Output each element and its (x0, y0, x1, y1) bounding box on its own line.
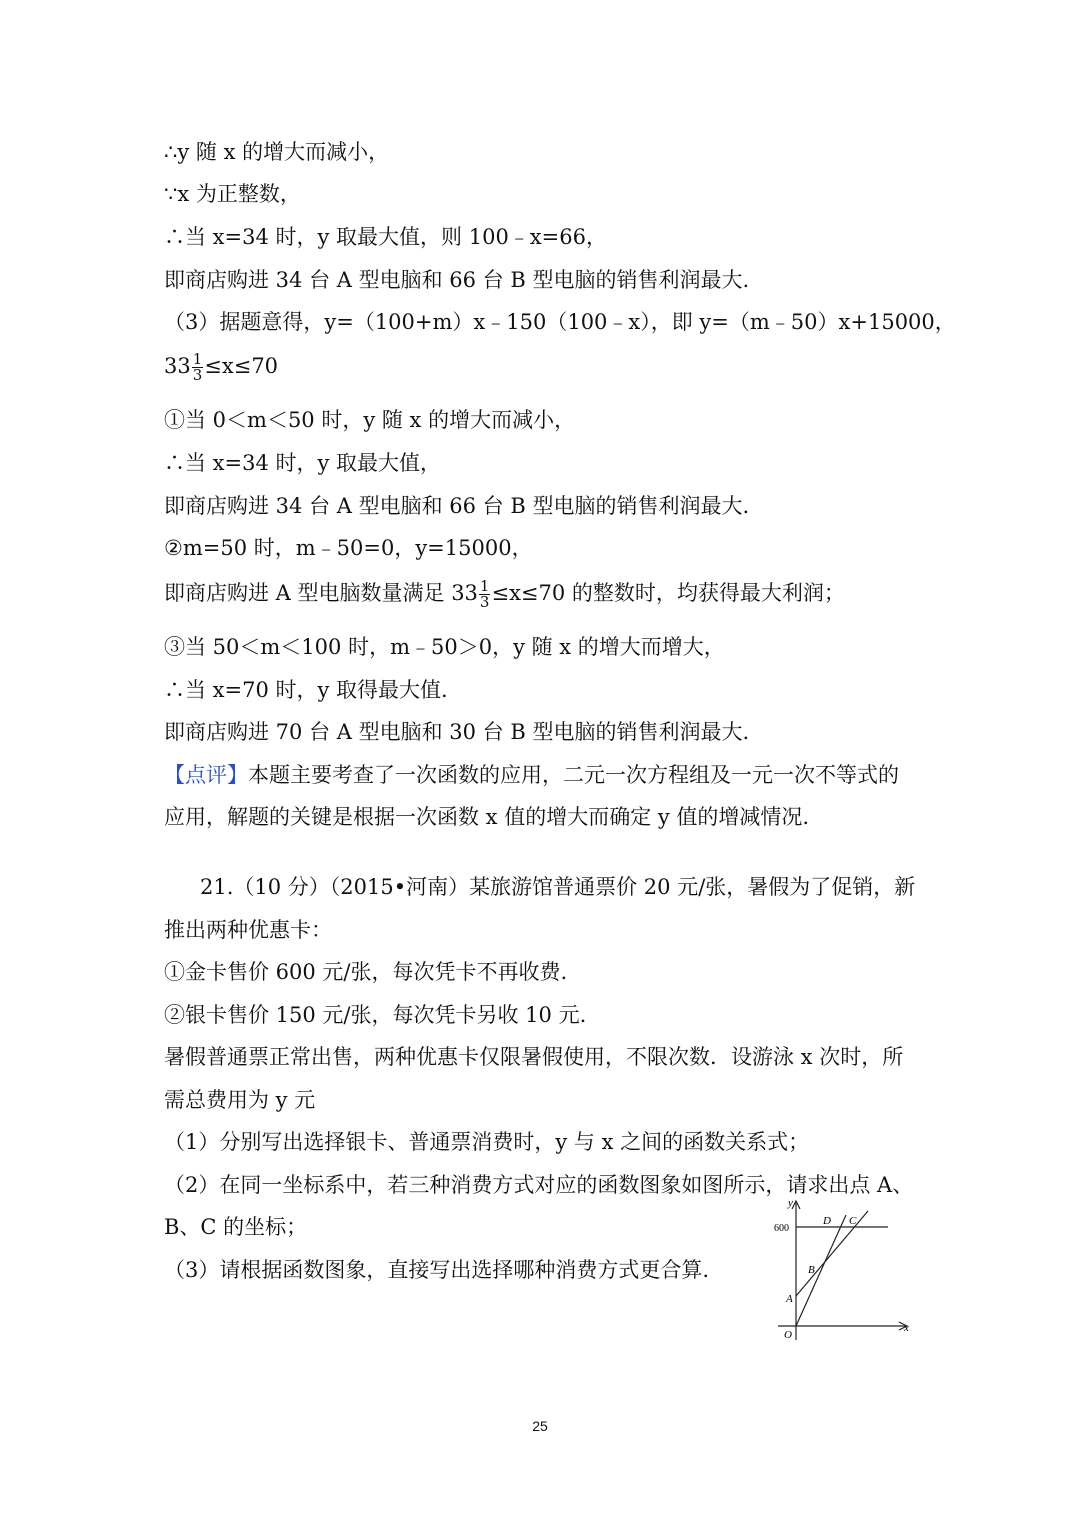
text-line: ①当 0＜m＜50 时，y 随 x 的增大而减小， (164, 408, 576, 432)
fraction-numerator: 1 (479, 577, 490, 595)
text-line: ∴当 x=34 时，y 取最大值， (164, 451, 442, 475)
text-line: ∴y 随 x 的增大而减小， (164, 140, 390, 164)
fraction (192, 352, 204, 383)
text-line: ∵x 为正整数， (164, 182, 301, 206)
text-line: 应用，解题的关键是根据一次函数 x 值的增大而确定 y 值的增减情况. (164, 805, 810, 829)
y-axis-label: y (788, 1197, 793, 1209)
line-suffix: ≤x≤70 的整数时，均获得最大利润； (491, 581, 845, 605)
comment-text: 本题主要考查了一次函数的应用，二元一次方程组及一元一次不等式的 (248, 763, 899, 787)
text-line: ②银卡售价 150 元/张，每次凭卡另收 10 元. (164, 1003, 587, 1027)
inequality-line (164, 352, 278, 383)
text-line: 即商店购进 70 台 A 型电脑和 30 台 B 型电脑的销售利润最大. (164, 720, 750, 744)
y-value-label: 600 (774, 1223, 789, 1234)
fraction-numerator: 1 (192, 350, 203, 368)
comment-tag: 【点评】 (164, 763, 248, 787)
fraction-denominator: 3 (192, 366, 203, 384)
text-line: （2）在同一坐标系中，若三种消费方式对应的函数图象如图所示，请求出点 A、 (164, 1173, 914, 1197)
text-line (164, 579, 845, 610)
x-axis-label: x (904, 1322, 909, 1334)
text-line: ③当 50＜m＜100 时，m﹣50＞0，y 随 x 的增大而增大， (164, 635, 725, 659)
text-line: 即商店购进 34 台 A 型电脑和 66 台 B 型电脑的销售利润最大. (164, 494, 750, 518)
point-c-label: C (849, 1215, 857, 1227)
mixed-integer: 33 (164, 354, 191, 378)
line-prefix: 即商店购进 A 型电脑数量满足 33 (164, 581, 478, 605)
function-graph-figure (760, 1195, 920, 1355)
text-line: 暑假普通票正常出售，两种优惠卡仅限暑假使用，不限次数．设游泳 x 次时，所 (164, 1045, 904, 1069)
origin-label: O (784, 1329, 792, 1341)
text-line: （3）请根据函数图象，直接写出选择哪种消费方式更合算. (164, 1258, 710, 1282)
fraction (479, 579, 491, 610)
text-line: 即商店购进 34 台 A 型电脑和 66 台 B 型电脑的销售利润最大. (164, 268, 750, 292)
text-line: 需总费用为 y 元 (164, 1088, 316, 1112)
silver-card-line (796, 1211, 868, 1296)
text-line: B、C 的坐标； (164, 1215, 308, 1239)
text-line: ②m=50 时，m﹣50=0，y=15000， (164, 536, 533, 560)
point-b-label: B (808, 1264, 815, 1276)
fraction-denominator: 3 (479, 593, 490, 611)
page-number: 25 (532, 1418, 548, 1434)
text-line: ①金卡售价 600 元/张，每次凭卡不再收费. (164, 960, 568, 984)
text-line: （3）据题意得，y=（100+m）x﹣150（100﹣x），即 y=（m﹣50）x+15000， (164, 310, 956, 334)
comment-line (164, 761, 899, 789)
point-a-label: A (786, 1293, 793, 1305)
inequality-rest: ≤x≤70 (204, 354, 279, 378)
question-title: 21.（10 分）（2015•河南）某旅游馆普通票价 20 元/张，暑假为了促销，新 (200, 875, 916, 899)
text-line: ∴当 x=34 时，y 取最大值，则 100﹣x=66， (164, 225, 607, 249)
normal-ticket-line (796, 1215, 846, 1326)
point-d-label: D (823, 1215, 831, 1227)
text-line: （1）分别写出选择银卡、普通票消费时，y 与 x 之间的函数关系式； (164, 1130, 810, 1154)
text-line: ∴当 x=70 时，y 取得最大值. (164, 678, 448, 702)
text-line: 推出两种优惠卡： (164, 918, 332, 942)
